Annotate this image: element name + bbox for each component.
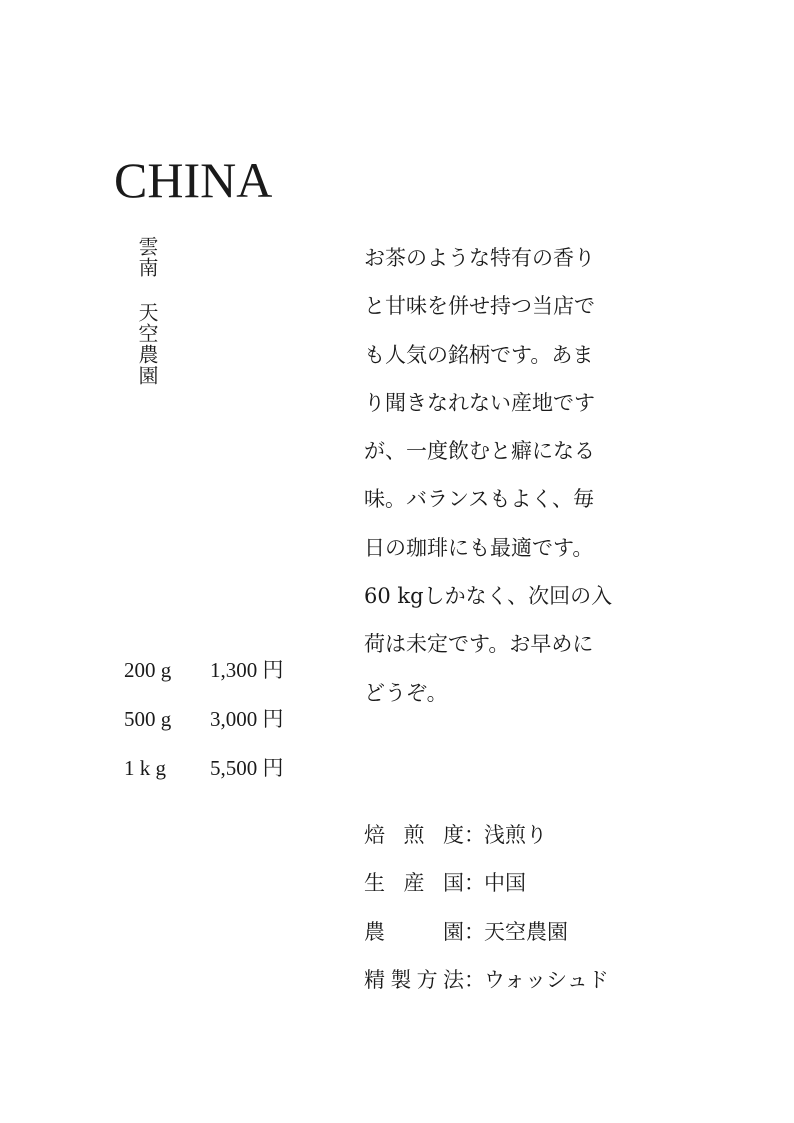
description-line: り聞きなれない産地です (364, 390, 595, 415)
description-line: が、一度飲むと癖になる (364, 439, 595, 464)
description-line: お茶のような特有の香り (364, 246, 595, 270)
description-line: と甘味を併せ持つ当店で (364, 294, 595, 319)
description-line: 60 kgしかなく、次回の入 (364, 584, 613, 609)
description-line: も人気の銘柄です。あま (364, 342, 594, 367)
detail-label: 農 園 (364, 919, 464, 944)
price-amount: 500 g (124, 707, 172, 731)
detail-separator: ： (464, 871, 485, 896)
price-row-200g (124, 646, 284, 695)
detail-value: ウォッシュド (484, 967, 609, 992)
detail-value: 中国 (484, 871, 526, 896)
description-line: どうぞ。 (364, 680, 448, 705)
detail-farm (364, 908, 609, 956)
page-title: CHINA (114, 152, 273, 208)
coffee-details (364, 811, 609, 1004)
detail-value: 浅煎り (484, 823, 547, 847)
detail-value: 天空農園 (484, 919, 568, 944)
price-value: 5,500 円 (210, 756, 284, 780)
detail-label: 生 産 国 (364, 871, 464, 896)
origin-farm: 天空農園 (135, 302, 159, 386)
price-list (124, 646, 284, 793)
detail-country (364, 859, 609, 907)
price-row-500g (124, 695, 284, 744)
description-line: 味。バランスもよく、毎 (364, 487, 594, 512)
description-line: 荷は未定です。お早めに (364, 632, 594, 657)
price-amount: 200 g (124, 658, 172, 682)
price-value: 3,000 円 (210, 707, 284, 731)
detail-separator: ： (464, 919, 485, 944)
detail-label: 精製方法 (364, 967, 464, 992)
detail-process (364, 956, 609, 1004)
detail-separator: ： (464, 823, 485, 847)
price-amount: 1 k g (124, 756, 166, 780)
description-text (364, 234, 654, 717)
detail-separator: ： (464, 967, 485, 992)
price-row-1kg (124, 744, 284, 793)
origin-vertical-label (134, 236, 160, 386)
detail-label: 焙 煎 度 (364, 823, 464, 847)
price-value: 1,300 円 (210, 658, 284, 682)
detail-roast-level (364, 811, 609, 859)
description-line: 日の珈琲にも最適です。 (364, 535, 594, 560)
origin-region: 雲南 (135, 236, 159, 278)
